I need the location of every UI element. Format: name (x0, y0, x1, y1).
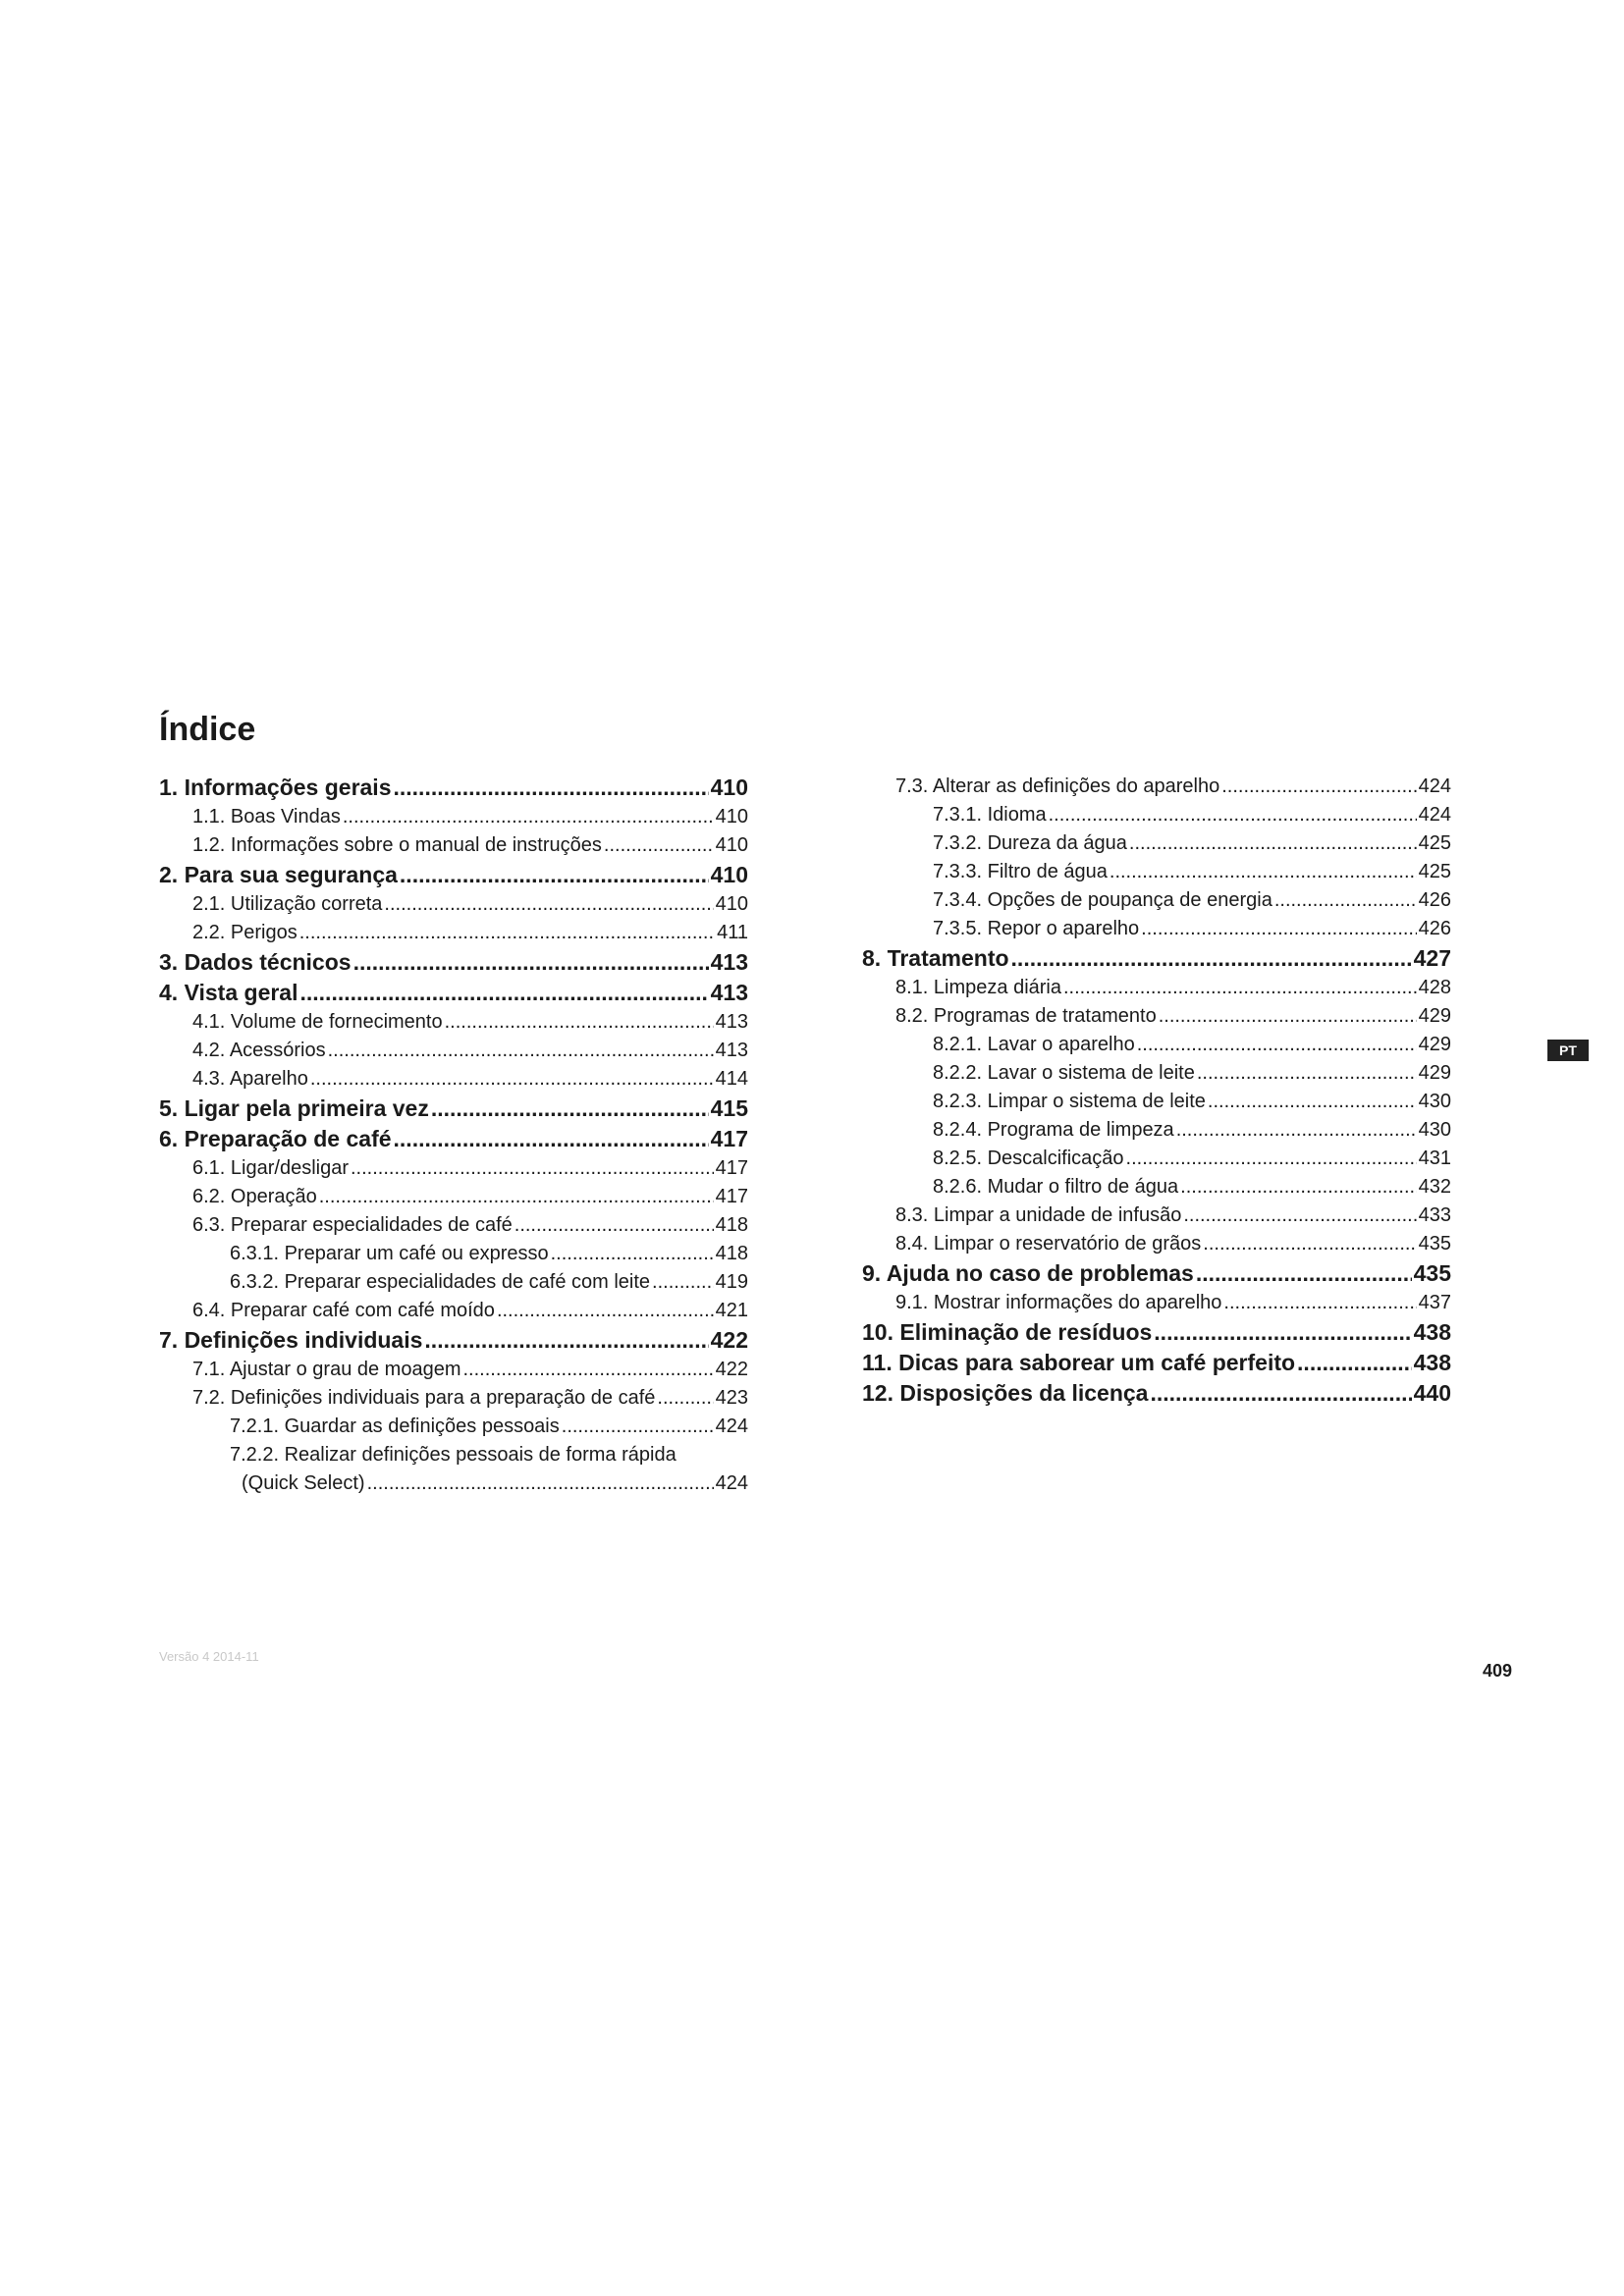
toc-entry[interactable] (159, 978, 748, 1008)
toc-dot-leader (1180, 1173, 1416, 1201)
toc-entry-page: 429 (1418, 1034, 1451, 1055)
toc-entry[interactable] (862, 886, 1451, 915)
toc-entry[interactable] (862, 1258, 1451, 1289)
toc-entry[interactable] (862, 943, 1451, 974)
toc-dot-leader (1049, 801, 1417, 829)
toc-entry[interactable] (159, 1469, 748, 1498)
toc-dot-leader (310, 1065, 714, 1094)
toc-dot-leader (1141, 915, 1416, 943)
toc-dot-leader (562, 1413, 714, 1441)
toc-dot-leader (300, 978, 709, 1008)
toc-entry-label: 8.2.1. Lavar o aparelho (933, 1034, 1135, 1055)
toc-entry-page: 430 (1418, 1119, 1451, 1141)
toc-entry[interactable] (159, 1413, 748, 1441)
toc-entry[interactable] (862, 1116, 1451, 1145)
toc-entry-page: 418 (715, 1214, 748, 1236)
toc-dot-leader (514, 1211, 714, 1240)
toc-entry-label: 1. Informações gerais (159, 774, 392, 800)
toc-entry[interactable] (159, 1183, 748, 1211)
toc-entry-label: 4.3. Aparelho (192, 1068, 308, 1090)
toc-entry[interactable] (159, 803, 748, 831)
toc-entry-label: 6.1. Ligar/desligar (192, 1157, 349, 1179)
toc-entry[interactable] (159, 1240, 748, 1268)
toc-entry-label: 6.3.2. Preparar especialidades de café com leite (230, 1271, 651, 1293)
toc-entry-label: 1.2. Informações sobre o manual de instruções (192, 834, 602, 856)
toc-entry-page: 414 (715, 1068, 748, 1090)
toc-entry-page: 435 (1418, 1233, 1451, 1255)
toc-entry-page: 419 (715, 1271, 748, 1293)
toc-entry-page: 418 (715, 1243, 748, 1264)
toc-entry-label: 6.3.1. Preparar um café ou expresso (230, 1243, 549, 1264)
toc-entry-label: 4.2. Acessórios (192, 1040, 326, 1061)
toc-entry-label: 8.2. Programas de tratamento (895, 1005, 1157, 1027)
toc-entry[interactable] (862, 1378, 1451, 1409)
toc-entry-page: 430 (1418, 1091, 1451, 1112)
toc-dot-leader (1196, 1258, 1412, 1289)
toc-entry-label: 7.3.2. Dureza da água (933, 832, 1127, 854)
toc-entry[interactable] (862, 773, 1451, 801)
toc-entry-page: 422 (710, 1327, 748, 1353)
toc-entry-page: 410 (710, 774, 748, 800)
toc-entry-page: 425 (1418, 832, 1451, 854)
toc-entry-page: 421 (715, 1300, 748, 1321)
toc-dot-leader (384, 890, 713, 919)
toc-entry-page: 426 (1418, 889, 1451, 911)
toc-dot-leader (400, 860, 709, 890)
toc-entry[interactable] (862, 1317, 1451, 1348)
toc-entry-label: 8.2.3. Limpar o sistema de leite (933, 1091, 1206, 1112)
toc-entry-label: 8.3. Limpar a unidade de infusão (895, 1204, 1182, 1226)
toc-dot-leader (1183, 1201, 1416, 1230)
toc-right-column (862, 773, 1451, 1409)
toc-entry-page: 428 (1418, 977, 1451, 998)
toc-entry[interactable] (862, 1002, 1451, 1031)
toc-entry-page: 440 (1413, 1380, 1451, 1406)
toc-entry[interactable] (862, 801, 1451, 829)
toc-entry[interactable] (159, 947, 748, 978)
toc-entry-label: 7. Definições individuais (159, 1327, 423, 1353)
toc-entry-label: 8.2.2. Lavar o sistema de leite (933, 1062, 1195, 1084)
toc-entry-page: 435 (1413, 1260, 1451, 1286)
toc-entry-label: 7.2.2. Realizar definições pessoais de forma rápida (230, 1444, 677, 1466)
toc-entry-label: 7.3.4. Opções de poupança de energia (933, 889, 1272, 911)
toc-entry[interactable] (159, 1124, 748, 1154)
toc-entry[interactable] (862, 1059, 1451, 1088)
toc-dot-leader (1150, 1378, 1411, 1409)
toc-entry-page: 424 (1418, 804, 1451, 826)
toc-entry-label: 9.1. Mostrar informações do aparelho (895, 1292, 1222, 1313)
toc-entry-page: 417 (715, 1186, 748, 1207)
language-badge: PT (1547, 1040, 1589, 1061)
toc-dot-leader (1297, 1348, 1412, 1378)
toc-dot-leader (1221, 773, 1416, 801)
toc-entry-page: 413 (710, 949, 748, 975)
toc-entry-page: 424 (715, 1415, 748, 1437)
toc-entry[interactable] (159, 1065, 748, 1094)
toc-entry-label: 6.3. Preparar especialidades de café (192, 1214, 513, 1236)
toc-entry-page: 429 (1418, 1062, 1451, 1084)
toc-entry[interactable] (159, 1211, 748, 1240)
toc-entry[interactable] (862, 1201, 1451, 1230)
toc-entry[interactable] (862, 1173, 1451, 1201)
toc-dot-leader (551, 1240, 714, 1268)
toc-entry-page: 426 (1418, 918, 1451, 939)
toc-entry-page: 415 (710, 1095, 748, 1121)
version-label: Versão 4 2014-11 (159, 1649, 259, 1664)
toc-entry[interactable] (159, 919, 748, 947)
toc-entry[interactable] (159, 890, 748, 919)
toc-entry-label: 6.2. Operação (192, 1186, 317, 1207)
toc-dot-leader (463, 1356, 714, 1384)
toc-entry-page: 417 (715, 1157, 748, 1179)
toc-entry-page: 438 (1413, 1350, 1451, 1375)
toc-entry[interactable] (159, 1356, 748, 1384)
toc-entry[interactable] (862, 1230, 1451, 1258)
toc-entry-label: 8.1. Limpeza diária (895, 977, 1061, 998)
toc-dot-leader (328, 1037, 714, 1065)
toc-entry[interactable] (862, 858, 1451, 886)
toc-dot-leader (445, 1008, 714, 1037)
toc-entry-page: 437 (1418, 1292, 1451, 1313)
toc-dot-leader (1154, 1317, 1411, 1348)
page-title: Índice (159, 711, 256, 748)
toc-entry-page: 413 (715, 1040, 748, 1061)
toc-entry-page: 432 (1418, 1176, 1451, 1198)
toc-entry-page: 410 (710, 862, 748, 887)
toc-dot-leader (353, 947, 709, 978)
toc-entry[interactable] (159, 1441, 748, 1469)
toc-dot-leader (1274, 886, 1417, 915)
toc-entry-page: 425 (1418, 861, 1451, 882)
toc-entry-page: 423 (715, 1387, 748, 1409)
toc-entry[interactable] (159, 831, 748, 860)
toc-entry[interactable] (159, 1037, 748, 1065)
toc-dot-leader (1197, 1059, 1417, 1088)
toc-entry-label: 2.1. Utilização correta (192, 893, 383, 915)
toc-entry[interactable] (159, 860, 748, 890)
toc-entry-page: 433 (1418, 1204, 1451, 1226)
toc-entry-label: 6.4. Preparar café com café moído (192, 1300, 495, 1321)
toc-entry-label: 8.2.4. Programa de limpeza (933, 1119, 1174, 1141)
toc-dot-leader (319, 1183, 714, 1211)
toc-entry-page: 411 (717, 922, 748, 943)
toc-entry[interactable] (862, 1031, 1451, 1059)
toc-entry-page: 413 (715, 1011, 748, 1033)
toc-dot-leader (343, 803, 714, 831)
toc-dot-leader (1063, 974, 1417, 1002)
toc-entry[interactable] (862, 974, 1451, 1002)
toc-entry-label: 8.4. Limpar o reservatório de grãos (895, 1233, 1202, 1255)
toc-entry[interactable] (862, 829, 1451, 858)
toc-entry-label: 7.2.1. Guardar as definições pessoais (230, 1415, 560, 1437)
toc-entry-page: 422 (715, 1359, 748, 1380)
toc-entry-label: 8. Tratamento (862, 945, 1009, 971)
toc-entry-page: 410 (715, 893, 748, 915)
toc-entry-label: 7.3.1. Idioma (933, 804, 1047, 826)
toc-entry[interactable] (159, 1297, 748, 1325)
toc-entry[interactable] (862, 1348, 1451, 1378)
toc-entry[interactable] (159, 773, 748, 803)
toc-dot-leader (1203, 1230, 1416, 1258)
toc-entry-page: 417 (710, 1126, 748, 1151)
toc-entry[interactable] (159, 1094, 748, 1124)
toc-dot-leader (1159, 1002, 1417, 1031)
toc-entry[interactable] (159, 1154, 748, 1183)
toc-entry-label: 1.1. Boas Vindas (192, 806, 341, 828)
toc-entry[interactable] (159, 1008, 748, 1037)
toc-entry-page: 410 (715, 834, 748, 856)
toc-dot-leader (652, 1268, 714, 1297)
toc-entry-label: 7.3.3. Filtro de água (933, 861, 1108, 882)
toc-entry-page: 410 (715, 806, 748, 828)
toc-entry[interactable] (862, 1145, 1451, 1173)
toc-entry-label: 4.1. Volume de fornecimento (192, 1011, 443, 1033)
toc-dot-leader (367, 1469, 714, 1498)
toc-entry-label: 10. Eliminação de resíduos (862, 1319, 1153, 1345)
toc-entry-label: 7.3. Alterar as definições do aparelho (895, 775, 1220, 797)
toc-dot-leader (299, 919, 715, 947)
toc-entry-page: 431 (1418, 1148, 1451, 1169)
toc-dot-leader (1223, 1289, 1416, 1317)
toc-entry-label: 11. Dicas para saborear um café perfeito (862, 1350, 1296, 1375)
toc-entry[interactable] (862, 915, 1451, 943)
toc-entry-label: 3. Dados técnicos (159, 949, 352, 975)
toc-entry-page: 427 (1413, 945, 1451, 971)
toc-entry-label: 7.3.5. Repor o aparelho (933, 918, 1140, 939)
toc-dot-leader (1011, 943, 1412, 974)
toc-dot-leader (1129, 829, 1417, 858)
toc-entry-label: 9. Ajuda no caso de problemas (862, 1260, 1194, 1286)
toc-dot-leader (1208, 1088, 1417, 1116)
toc-dot-leader (424, 1325, 708, 1356)
toc-dot-leader (1137, 1031, 1417, 1059)
toc-entry-label: 2.2. Perigos (192, 922, 298, 943)
toc-entry[interactable] (159, 1384, 748, 1413)
page-number: 409 (1483, 1661, 1513, 1681)
toc-entry-page: 429 (1418, 1005, 1451, 1027)
toc-left-column (159, 773, 748, 1498)
toc-dot-leader (351, 1154, 714, 1183)
toc-entry[interactable] (862, 1088, 1451, 1116)
toc-dot-leader (394, 1124, 709, 1154)
toc-entry-page: 424 (1418, 775, 1451, 797)
toc-entry[interactable] (159, 1268, 748, 1297)
toc-dot-leader (431, 1094, 709, 1124)
toc-dot-leader (604, 831, 714, 860)
toc-entry-label: 2. Para sua segurança (159, 862, 398, 887)
toc-entry-label: 4. Vista geral (159, 980, 298, 1005)
toc-entry-label: 8.2.5. Descalcificação (933, 1148, 1124, 1169)
toc-entry-page: 438 (1413, 1319, 1451, 1345)
toc-entry-label: 5. Ligar pela primeira vez (159, 1095, 429, 1121)
toc-entry-label: 8.2.6. Mudar o filtro de água (933, 1176, 1179, 1198)
toc-entry-label: 7.1. Ajustar o grau de moagem (192, 1359, 461, 1380)
toc-dot-leader (1126, 1145, 1417, 1173)
toc-dot-leader (394, 773, 709, 803)
toc-entry-page: 424 (715, 1472, 748, 1494)
toc-entry-label: 7.2. Definições individuais para a preparação de café (192, 1387, 656, 1409)
toc-dot-leader (1110, 858, 1417, 886)
toc-dot-leader (1176, 1116, 1417, 1145)
toc-entry-label: 6. Preparação de café (159, 1126, 392, 1151)
toc-dot-leader (657, 1384, 713, 1413)
toc-entry-page: 413 (710, 980, 748, 1005)
toc-entry[interactable] (862, 1289, 1451, 1317)
toc-dot-leader (497, 1297, 714, 1325)
toc-entry-label: (Quick Select) (242, 1472, 365, 1494)
toc-entry[interactable] (159, 1325, 748, 1356)
toc-entry-label: 12. Disposições da licença (862, 1380, 1149, 1406)
